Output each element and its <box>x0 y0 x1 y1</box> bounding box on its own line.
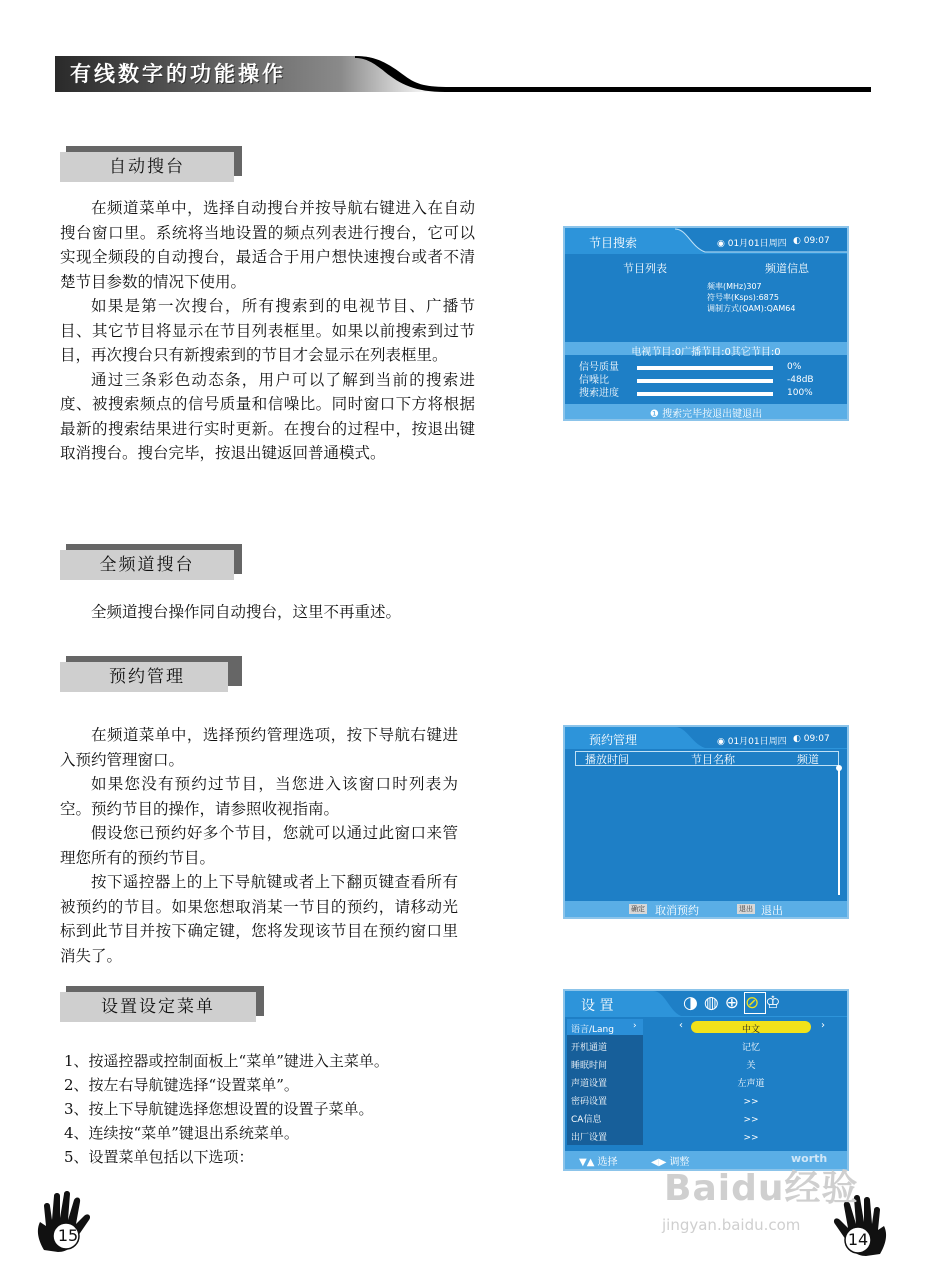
paragraph: 假设您已预约好多个节目，您就可以通过此窗口来管理您所有的预约节目。 <box>60 824 458 867</box>
settings-item-label[interactable]: 密码设置 <box>571 1097 608 1107</box>
exit-label: 退出 <box>761 904 783 917</box>
list-item: 5、设置菜单包括以下选项： <box>64 1148 254 1166</box>
hand-icon-left <box>34 1190 98 1256</box>
scan-summary: 电视节目:0广播节目:0其它节目:0 <box>631 347 781 358</box>
clock-icon: ◉ <box>717 239 725 249</box>
settings-labels <box>571 1021 614 1147</box>
settings-item-label[interactable]: CA信息 <box>571 1115 602 1125</box>
time-text: 09:07 <box>803 734 830 744</box>
scrollbar-thumb[interactable] <box>836 765 842 771</box>
settings-icons <box>683 993 786 1013</box>
scan-footer <box>565 405 847 420</box>
watermark-logo: Baidu经验 <box>664 1168 859 1209</box>
time-icon: ◐ <box>793 236 801 246</box>
footer-adjust: ◀▶ 调整 <box>651 1157 690 1168</box>
settings-item-value[interactable]: 左声道 <box>737 1079 765 1089</box>
audio-icon[interactable]: ◍ <box>703 993 725 1013</box>
scan-col-info: 频道信息 <box>765 262 809 275</box>
paragraph: 如果是第一次搜台，所有搜索到的电视节目、广播节目、其它节目将显示在节目列表框里。如果以前搜索到过节目，再次搜台只有新搜索到的节目才会显示在列表框里。 <box>60 297 475 364</box>
paragraph: 按下遥控器上的上下导航键或者上下翻页键查看所有被预约的节目。如果您想取消某一节目的预约，请移动光标到此节目并按下确定键，您将发现该节目在预约窗口里消失了。 <box>60 873 458 965</box>
left-arrow-icon[interactable]: ‹ <box>679 1020 683 1031</box>
date-text: 01月01日周四 <box>727 239 787 249</box>
scan-date <box>717 236 787 249</box>
meter-label: 搜索进度 <box>579 388 619 399</box>
scan-info <box>707 281 795 314</box>
chevron-right-icon: › <box>633 1021 637 1031</box>
settings-item-value[interactable]: 关 <box>746 1061 756 1071</box>
settings-item-label[interactable]: 开机通道 <box>571 1043 608 1053</box>
footer-text: 搜索完毕按退出键退出 <box>662 409 763 420</box>
col-program-name: 节目名称 <box>691 753 735 766</box>
paragraph: 全频道搜台操作同自动搜台，这里不再重述。 <box>91 603 402 621</box>
settings-item-value[interactable]: 中文 <box>741 1025 760 1035</box>
scan-title: 节目搜索 <box>589 236 638 250</box>
settings-item-label[interactable]: 声道设置 <box>571 1079 608 1089</box>
section-header-full-scan <box>60 544 242 580</box>
settings-title: 设 置 <box>581 998 614 1014</box>
brand-logo: worth <box>791 1152 828 1165</box>
settings-tool-icon[interactable]: ⊘ <box>744 993 766 1013</box>
info-line: 调制方式(QAM):QAM64 <box>707 304 796 313</box>
reservation-footer-bar <box>565 901 847 917</box>
paragraph: 在频道菜单中，选择预约管理选项，按下导航右键进入预约管理窗口。 <box>60 726 458 769</box>
time-text: 09:07 <box>803 236 830 246</box>
footer-select: ▼▲ 选择 <box>579 1157 618 1168</box>
signal-quality-bar <box>637 366 773 370</box>
meter-labels <box>579 361 619 400</box>
section-header-auto-scan <box>60 146 242 182</box>
col-channel: 频道 <box>797 753 819 766</box>
list-item: 1、按遥控器或控制面板上“菜单”键进入主菜单。 <box>64 1052 389 1070</box>
settings-item-value[interactable]: 记忆 <box>741 1043 760 1053</box>
globe-search-icon[interactable]: ⊕ <box>724 993 745 1013</box>
settings-values <box>691 1021 811 1147</box>
meter-label: 信号质量 <box>579 362 619 373</box>
page-number-left: 15 <box>57 1226 79 1245</box>
game-icon[interactable]: ♔ <box>765 993 787 1013</box>
scrollbar[interactable] <box>838 767 840 895</box>
watermark-url: jingyan.baidu.com <box>662 1216 801 1234</box>
reservation-text <box>60 723 458 968</box>
settings-steps <box>64 1049 494 1169</box>
list-item: 3、按上下导航键选择您想设置的设置子菜单。 <box>64 1100 374 1118</box>
paragraph: 在频道菜单中，选择自动搜台并按导航右键进入在自动搜台窗口里。系统将当地设置的频点列表进行搜台，它可以实现全频段的自动搜台，最适合于用户想快速搜台或者不清楚节目参数的情况下使用。 <box>60 199 475 291</box>
info-line: 符号率(Ksps):6875 <box>707 293 779 302</box>
meter-value: -48dB <box>787 375 814 385</box>
meter-value: 0% <box>787 362 802 372</box>
reservation-screen <box>563 725 849 919</box>
settings-item-label[interactable]: 出厂设置 <box>571 1133 608 1143</box>
progress-bar <box>637 392 773 396</box>
meter-value: 100% <box>787 388 813 398</box>
section-title: 预约管理 <box>109 667 185 687</box>
section-header-settings <box>60 986 264 1022</box>
auto-scan-text <box>60 196 475 466</box>
scan-col-list: 节目列表 <box>623 262 667 275</box>
meter-label: 信噪比 <box>579 375 609 386</box>
col-play-time: 播放时间 <box>585 753 629 766</box>
section-title: 设置设定菜单 <box>101 997 215 1017</box>
paragraph: 如果您没有预约过节目，当您进入该窗口时列表为空。预约节目的操作，请参照收视指南。 <box>60 775 458 818</box>
right-arrow-icon[interactable]: › <box>821 1020 825 1031</box>
contrast-icon[interactable]: ◑ <box>683 993 704 1013</box>
meter-values <box>787 361 814 400</box>
full-scan-text <box>60 600 475 625</box>
settings-item-label[interactable]: 语言/Lang <box>571 1025 614 1035</box>
ok-key[interactable]: 确定 <box>631 905 645 913</box>
header-title: 有线数字的功能操作 <box>70 62 286 86</box>
reservation-title: 预约管理 <box>589 733 638 747</box>
info-line: 频率(MHz)307 <box>707 282 762 291</box>
snr-bar <box>637 379 773 383</box>
reservation-date <box>717 734 787 747</box>
list-item: 2、按左右导航键选择“设置菜单”。 <box>64 1076 299 1094</box>
info-icon: ❶ <box>649 409 659 420</box>
settings-item-value[interactable]: >> <box>743 1115 759 1125</box>
clock-icon: ◉ <box>717 737 725 747</box>
list-item: 4、连续按“菜单”键退出系统菜单。 <box>64 1124 299 1142</box>
reservation-time <box>793 734 830 744</box>
date-text: 01月01日周四 <box>727 737 787 747</box>
settings-item-value[interactable]: >> <box>743 1097 759 1107</box>
cancel-reservation-label: 取消预约 <box>655 904 699 917</box>
settings-item-value[interactable]: >> <box>743 1133 759 1143</box>
page-number-right: 14 <box>847 1230 869 1249</box>
settings-item-label[interactable]: 睡眠时间 <box>571 1061 608 1071</box>
section-header-reservation <box>60 656 242 692</box>
exit-key[interactable]: 退出 <box>739 905 753 913</box>
section-title: 自动搜台 <box>109 157 185 177</box>
paragraph: 通过三条彩色动态条，用户可以了解到当前的搜索进度、被搜索频点的信号质量和信噪比。同时窗口下方将根据最新的搜索结果进行实时更新。在搜台的过程中，按退出键取消搜台。搜台完毕，按退出键返回普通模式。 <box>60 370 475 462</box>
section-title: 全频道搜台 <box>99 555 195 575</box>
time-icon: ◐ <box>793 734 801 744</box>
scan-screen <box>563 226 849 421</box>
scan-time <box>793 236 830 246</box>
settings-screen <box>563 989 849 1171</box>
